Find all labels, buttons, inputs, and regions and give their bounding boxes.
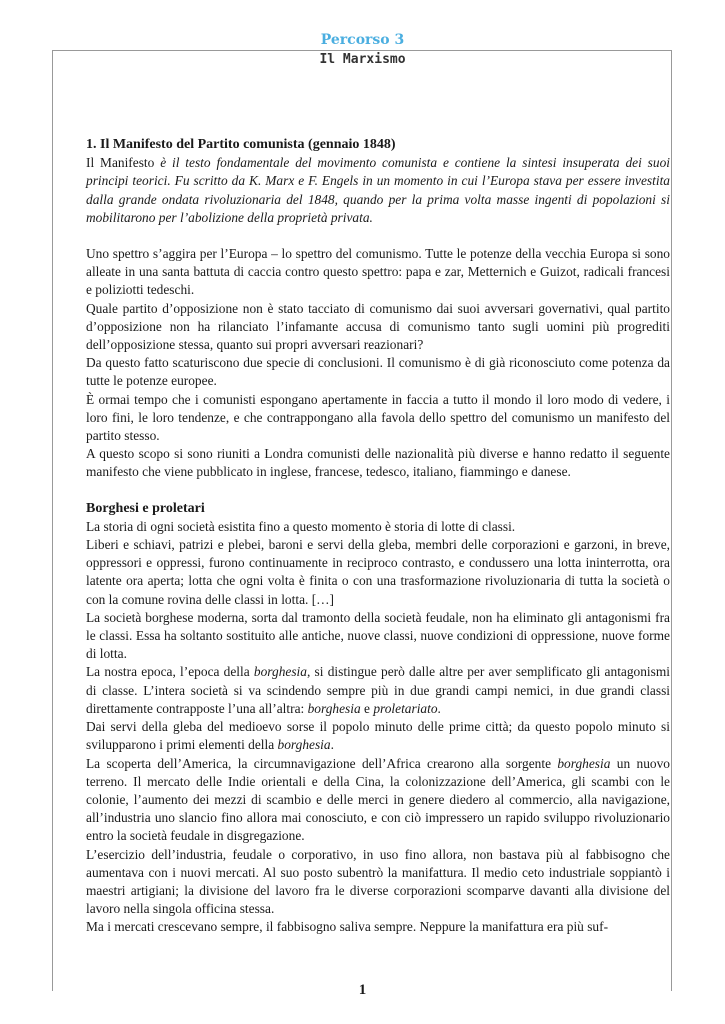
emphasis: proletariato xyxy=(373,700,438,716)
intro-lead: Il Manifesto xyxy=(86,155,161,171)
chapter-paragraph: Liberi e schiavi, patrizi e plebei, baroni e servi della gleba, membri delle corporazioni e garzoni, in breve, oppressori e oppressi, furono continuamente in reciproco contrasto, e condussero una lotta ininterrotta, ora latente ora aperta; lotta che ogni volta è finita o con una trasformazione rivoluzionaria di tutta la società o con la comune rovina delle classi in lotta. […] xyxy=(86,537,670,607)
intro-italic: è il testo fondamentale del movimento comunista e contiene la sintesi insuperata dei suoi principi teorici. Fu scritto da K. Marx e F. Engels in un momento in cui l’Europa stava per essere investita dalla grande ondata rivoluzionaria del 1848, quando per la prima volta masse ingenti di popolazioni si mobilitarono per l’abolizione della proprietà privata. xyxy=(86,155,670,225)
preamble-paragraph: Da questo fatto scaturiscono due specie di conclusioni. Il comunismo è di già riconosciuto come potenza da tutte le potenze europee. xyxy=(86,355,670,389)
preamble-paragraph: È ormai tempo che i comunisti espongano apertamente in faccia a tutto il mondo il loro modo di vedere, i loro fini, le loro tendenze, e che contrappongano alla favola dello spettro del comunismo un manifesto del partito stesso. xyxy=(86,391,670,444)
page-number: 1 xyxy=(358,982,367,998)
preamble-paragraph: A questo scopo si sono riuniti a Londra comunisti delle nazionalità più diverse e hanno redatto il seguente manifesto che viene pubblicato in inglese, francese, tedesco, italiano, fiammingo e danese. xyxy=(86,446,670,480)
spacer xyxy=(86,482,670,500)
chapter-paragraph xyxy=(86,663,670,718)
emphasis: borghesia xyxy=(277,737,331,753)
text-run: . xyxy=(437,700,441,716)
text-run: , si distingue però dalle altre per aver semplificato gli antagonismi di classe. L’intera società si va scindendo sempre più in due grandi campi nemici, in due grandi classi direttamente contrapposte l’una all’altra: xyxy=(86,664,671,716)
emphasis: borghesia xyxy=(307,700,361,716)
emphasis: borghesia xyxy=(557,755,611,771)
chapter-paragraph: La storia di ogni società esistita fino a questo momento è storia di lotte di classi. xyxy=(86,518,516,534)
text-run: La nostra epoca, l’epoca della xyxy=(86,664,254,680)
chapter-paragraph: Ma i mercati crescevano sempre, il fabbisogno saliva sempre. Neppure la manifattura era più suf- xyxy=(86,919,609,935)
preamble-paragraph: Uno spettro s’aggira per l’Europa – lo spettro del comunismo. Tutte le potenze della vecchia Europa si sono alleate in una santa battuta di caccia contro questo spettro: papa e zar, Metternich e Guizot, radicali francesi e poliziotti tedeschi. xyxy=(86,246,670,298)
preamble-paragraph: Quale partito d’opposizione non è stato tacciato di comunismo dai suoi avversari governativi, qual partito d’opposizione non ha rilanciato l’infamante accusa di comunismo tanto sugli uomini più progrediti dell’opposizione stessa, quanto sui propri avversari reazionari? xyxy=(86,300,670,353)
document-body xyxy=(86,136,670,937)
text-run: un nuovo terreno. Il mercato delle Indie orientali e della Cina, la colonizzazione dell’America, gli scambi con le colonie, l’aumento dei mezzi di scambio e delle merci in genere diedero al commercio, alla navigazione, all’industria uno slancio fino allora mai conosciuto, e con ciò impressero un rapido sviluppo rivoluzionario entro la società feudale in disgregazione. xyxy=(86,755,670,844)
chapter-title: Borghesi e proletari xyxy=(86,500,205,516)
chapter-paragraph xyxy=(86,718,670,754)
text-run: e xyxy=(360,700,374,716)
chapter-paragraph: L’esercizio dell’industria, feudale o corporativo, in uso fino allora, non bastava più al fabbisogno che aumentava con i nuovi mercati. Al suo posto subentrò la manifattura. Il medio ceto industriale soppiantò i maestri artigiani; la divisione del lavoro fra le diverse corporazioni scomparve davanti alla divisione del lavoro nella singola officina stessa. xyxy=(86,846,670,917)
text-run: La scoperta dell’America, la circumnavigazione dell’Africa crearono alla sorgente xyxy=(86,755,558,771)
chapter-paragraph: La società borghese moderna, sorta dal tramonto della società feudale, non ha eliminato gli antagonismi fra le classi. Essa ha soltanto sostituito alle antiche, nuove classi, nuove condizioni di oppressione, nuove forme di lotta. xyxy=(86,609,670,662)
text-run: Dai servi della gleba del medioevo sorse il popolo minuto delle prime città; da questo popolo minuto si svilupparono i primi elementi della xyxy=(86,719,670,753)
emphasis: borghesia xyxy=(253,664,307,680)
section-title: 1. Il Manifesto del Partito comunista (gennaio 1848) xyxy=(86,137,396,152)
running-header-series: Percorso 3 xyxy=(320,32,405,48)
chapter-paragraph xyxy=(86,755,670,846)
intro-paragraph xyxy=(86,154,670,227)
running-header-subject: Il Marxismo xyxy=(319,52,406,67)
text-run: . xyxy=(330,737,334,753)
